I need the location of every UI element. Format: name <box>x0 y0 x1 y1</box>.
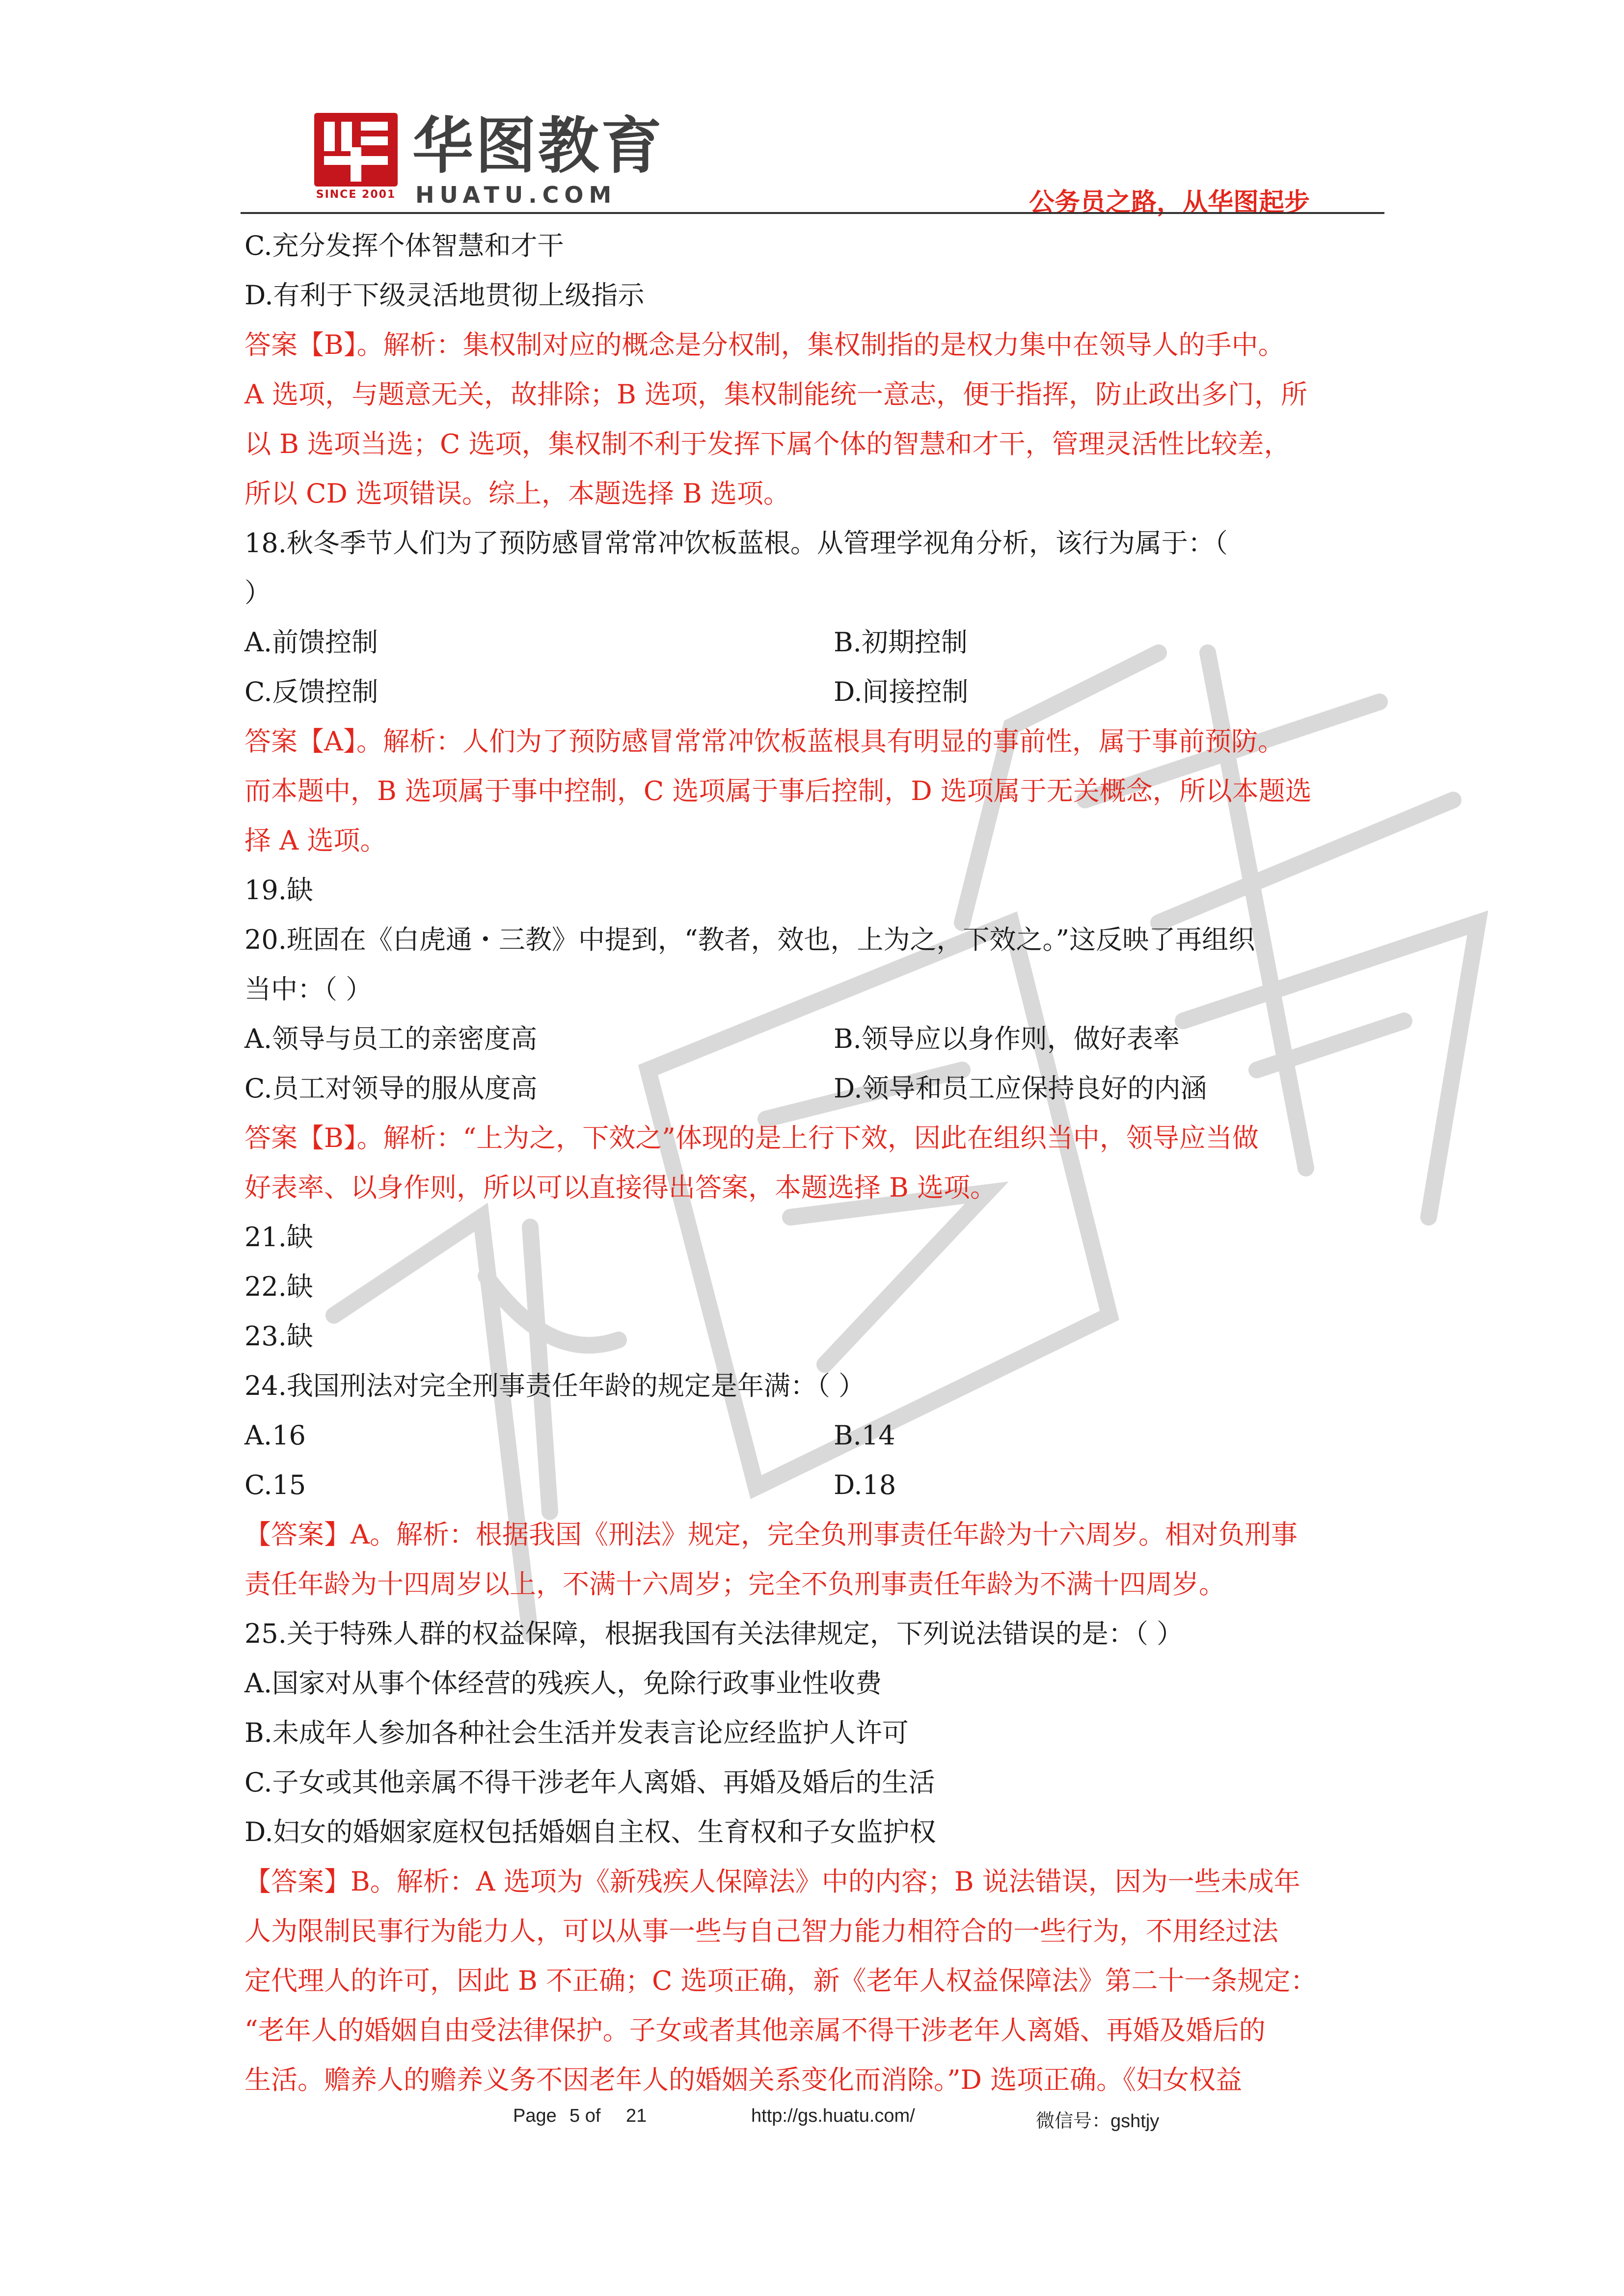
q20-stem-cont: 当中：（ ） <box>244 974 373 1005</box>
q25-option: B.未成年人参加各种社会生活并发表言论应经监护人许可 <box>244 1717 909 1748</box>
q18-stem-cont: ） <box>244 577 271 608</box>
q20-option: D.领导和员工应保持良好的内涵 <box>834 1073 1207 1104</box>
q18-option: A.前馈控制 <box>244 627 379 658</box>
huatu-logo-icon <box>314 113 398 187</box>
page-header <box>0 0 1624 226</box>
q25-answer-line: 【答案】B。解析：A 选项为《新残疾人保障法》中的内容；B 说法错误，因为一些未成年 <box>244 1866 1300 1897</box>
q18-answer-line: 而本题中，B 选项属于事中控制，C 选项属于事后控制，D 选项属于无关概念，所以本题选 <box>244 775 1312 806</box>
q17-option: D.有利于下级灵活地贯彻上级指示 <box>244 280 645 311</box>
header-slogan: 公务员之路，从华图起步 <box>1029 188 1310 217</box>
header-divider <box>241 212 1384 214</box>
footer-url-link[interactable]: http://gs.huatu.com/ <box>751 2106 915 2126</box>
logo-since-text: SINCE 2001 <box>316 188 396 201</box>
q20-option: A.领导与员工的亲密度高 <box>244 1023 538 1054</box>
q20-options-row <box>244 1014 1388 1064</box>
footer-page-number: 5 of <box>569 2106 601 2126</box>
q25-answer-line: “老年人的婚姻自由受法律保护。子女或者其他亲属不得干涉老年人离婚、再婚及婚后的 <box>244 2015 1266 2046</box>
q18-options-row <box>244 667 1388 717</box>
q18-option: B.初期控制 <box>834 627 968 658</box>
logo-english-name: HUATU.COM <box>415 182 617 208</box>
huatu-logo <box>314 113 707 206</box>
q18-answer-line: 答案【A】。解析：人们为了预防感冒常常冲饮板蓝根具有明显的事前性，属于事前预防。 <box>244 726 1284 757</box>
q25-answer-line: 生活。赡养人的赡养义务不因老年人的婚姻关系变化而消除。”D 选项正确。《妇女权益 <box>244 2064 1243 2095</box>
q18-options-row <box>244 617 1388 667</box>
q19-missing: 19.缺 <box>244 875 313 906</box>
q24-options-row <box>244 1460 1388 1510</box>
logo-chinese-name: 华图教育 <box>412 111 664 182</box>
q17-answer-line: 答案【B】。解析：集权制对应的概念是分权制，集权制指的是权力集中在领导人的手中。 <box>244 329 1285 360</box>
q20-answer-line: 好表率、以身作则，所以可以直接得出答案，本题选择 B 选项。 <box>244 1172 997 1203</box>
q24-stem: 24.我国刑法对完全刑事责任年龄的规定是年满：（ ） <box>244 1370 866 1401</box>
document-body <box>244 221 1388 2105</box>
q24-option: A.16 <box>244 1420 306 1451</box>
q25-option: A.国家对从事个体经营的残疾人，免除行政事业性收费 <box>244 1668 882 1699</box>
q25-answer-line: 人为限制民事行为能力人，可以从事一些与自己智力能力相符合的一些行为，不用经过法 <box>244 1916 1278 1947</box>
q17-answer-line: 以 B 选项当选；C 选项，集权制不利于发挥下属个体的智慧和才干，管理灵活性比较差， <box>244 428 1291 459</box>
q18-stem: 18.秋冬季节人们为了预防感冒常常冲饮板蓝根。从管理学视角分析，该行为属于：（ <box>244 528 1228 559</box>
q17-answer-line: 所以 CD 选项错误。综上，本题选择 B 选项。 <box>244 478 790 509</box>
q18-option: D.间接控制 <box>834 676 969 707</box>
q21-missing: 21.缺 <box>244 1222 313 1253</box>
q20-option: C.员工对领导的服从度高 <box>244 1073 538 1104</box>
q20-stem: 20.班固在《白虎通・三教》中提到，“教者，效也，上为之，下效之。”这反映了再组织 <box>244 924 1255 955</box>
q24-options-row <box>244 1411 1388 1460</box>
q24-option: C.15 <box>244 1469 306 1500</box>
footer-wechat-id: 微信号：gshtjy <box>1036 2111 1160 2132</box>
q18-option: C.反馈控制 <box>244 676 379 707</box>
q22-missing: 22.缺 <box>244 1271 313 1302</box>
q20-option: B.领导应以身作则，做好表率 <box>834 1023 1180 1054</box>
q18-answer-line: 择 A 选项。 <box>244 825 387 856</box>
q24-option: D.18 <box>834 1469 896 1500</box>
q17-option: C.充分发挥个体智慧和才干 <box>244 230 564 261</box>
q24-answer-line: 【答案】A。解析：根据我国《刑法》规定，完全负刑事责任年龄为十六周岁。相对负刑事 <box>244 1519 1298 1550</box>
q20-options-row <box>244 1064 1388 1113</box>
footer-page-label: Page <box>513 2106 557 2126</box>
q25-stem: 25.关于特殊人群的权益保障，根据我国有关法律规定，下列说法错误的是：（ ） <box>244 1618 1184 1649</box>
q17-answer-line: A 选项，与题意无关，故排除；B 选项，集权制能统一意志，便于指挥，防止政出多门，所 <box>244 379 1308 410</box>
q20-answer-line: 答案【B】。解析：“上为之，下效之”体现的是上行下效，因此在组织当中，领导应当做 <box>244 1122 1259 1153</box>
q23-missing: 23.缺 <box>244 1321 313 1352</box>
q25-option: C.子女或其他亲属不得干涉老年人离婚、再婚及婚后的生活 <box>244 1767 935 1798</box>
q24-answer-line: 责任年龄为十四周岁以上，不满十六周岁；完全不负刑事责任年龄为不满十四周岁。 <box>244 1569 1225 1600</box>
q25-answer-line: 定代理人的许可，因此 B 不正确；C 选项正确，新《老年人权益保障法》第二十一条规定： <box>244 1965 1317 1996</box>
footer-page-total: 21 <box>626 2106 647 2126</box>
q24-option: B.14 <box>834 1420 895 1451</box>
q25-option: D.妇女的婚姻家庭权包括婚姻自主权、生育权和子女监护权 <box>244 1816 936 1847</box>
